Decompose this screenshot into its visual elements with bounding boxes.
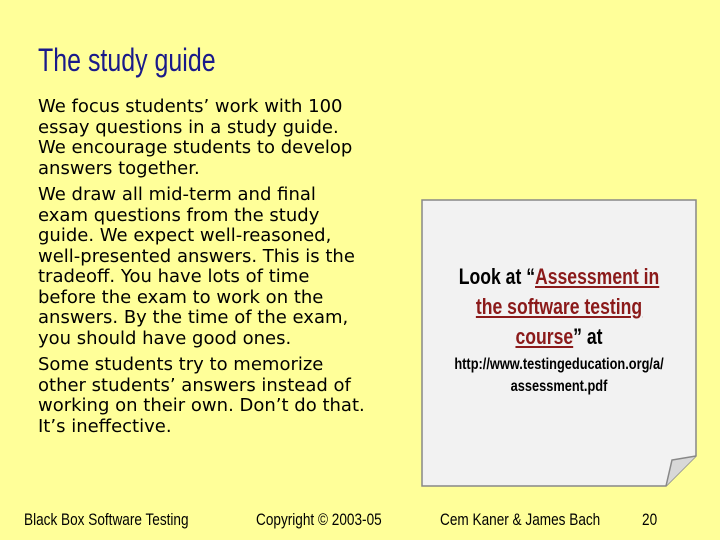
note-link-part-1[interactable]: Assessment in [535, 264, 660, 289]
footer-course-name: Black Box Software Testing [24, 510, 189, 529]
paragraph-2: We draw all mid-term and final exam questions from the study guide. We expect well-reasoned, well-presented answers. This is the tradeoff. You have lots of time before the exam to work on the answers. By the time of the exam, you should have good ones. [38, 184, 355, 349]
note-url-line-1: http://www.testingeducation.org/a/ [454, 356, 664, 373]
footer-authors: Cem Kaner & James Bach [440, 510, 601, 529]
body-text [38, 97, 368, 443]
note-text [420, 262, 698, 398]
note-suffix: ” at [573, 324, 603, 349]
paragraph-3: Some students try to memorize other students’ answers instead of working on their own. Don’t do that. It’s ineffective. [38, 354, 365, 437]
note-prefix: Look at “ [458, 264, 536, 289]
note-line-3 [448, 322, 670, 352]
slide-title: The study guide [38, 42, 216, 78]
note-card [420, 198, 698, 488]
note-line-1 [448, 262, 670, 292]
footer-page-number: 20 [642, 510, 658, 529]
note-link-part-3[interactable]: course [515, 324, 574, 349]
footer-copyright: Copyright © 2003-05 [256, 510, 382, 529]
note-link-part-2[interactable]: the software testing [475, 294, 643, 319]
paragraph-1: We focus students’ work with 100 essay questions in a study guide. We encourage students to develop answers together. [38, 96, 353, 179]
note-url-line-2: assessment.pdf [510, 378, 608, 395]
note-line-2 [448, 292, 670, 322]
